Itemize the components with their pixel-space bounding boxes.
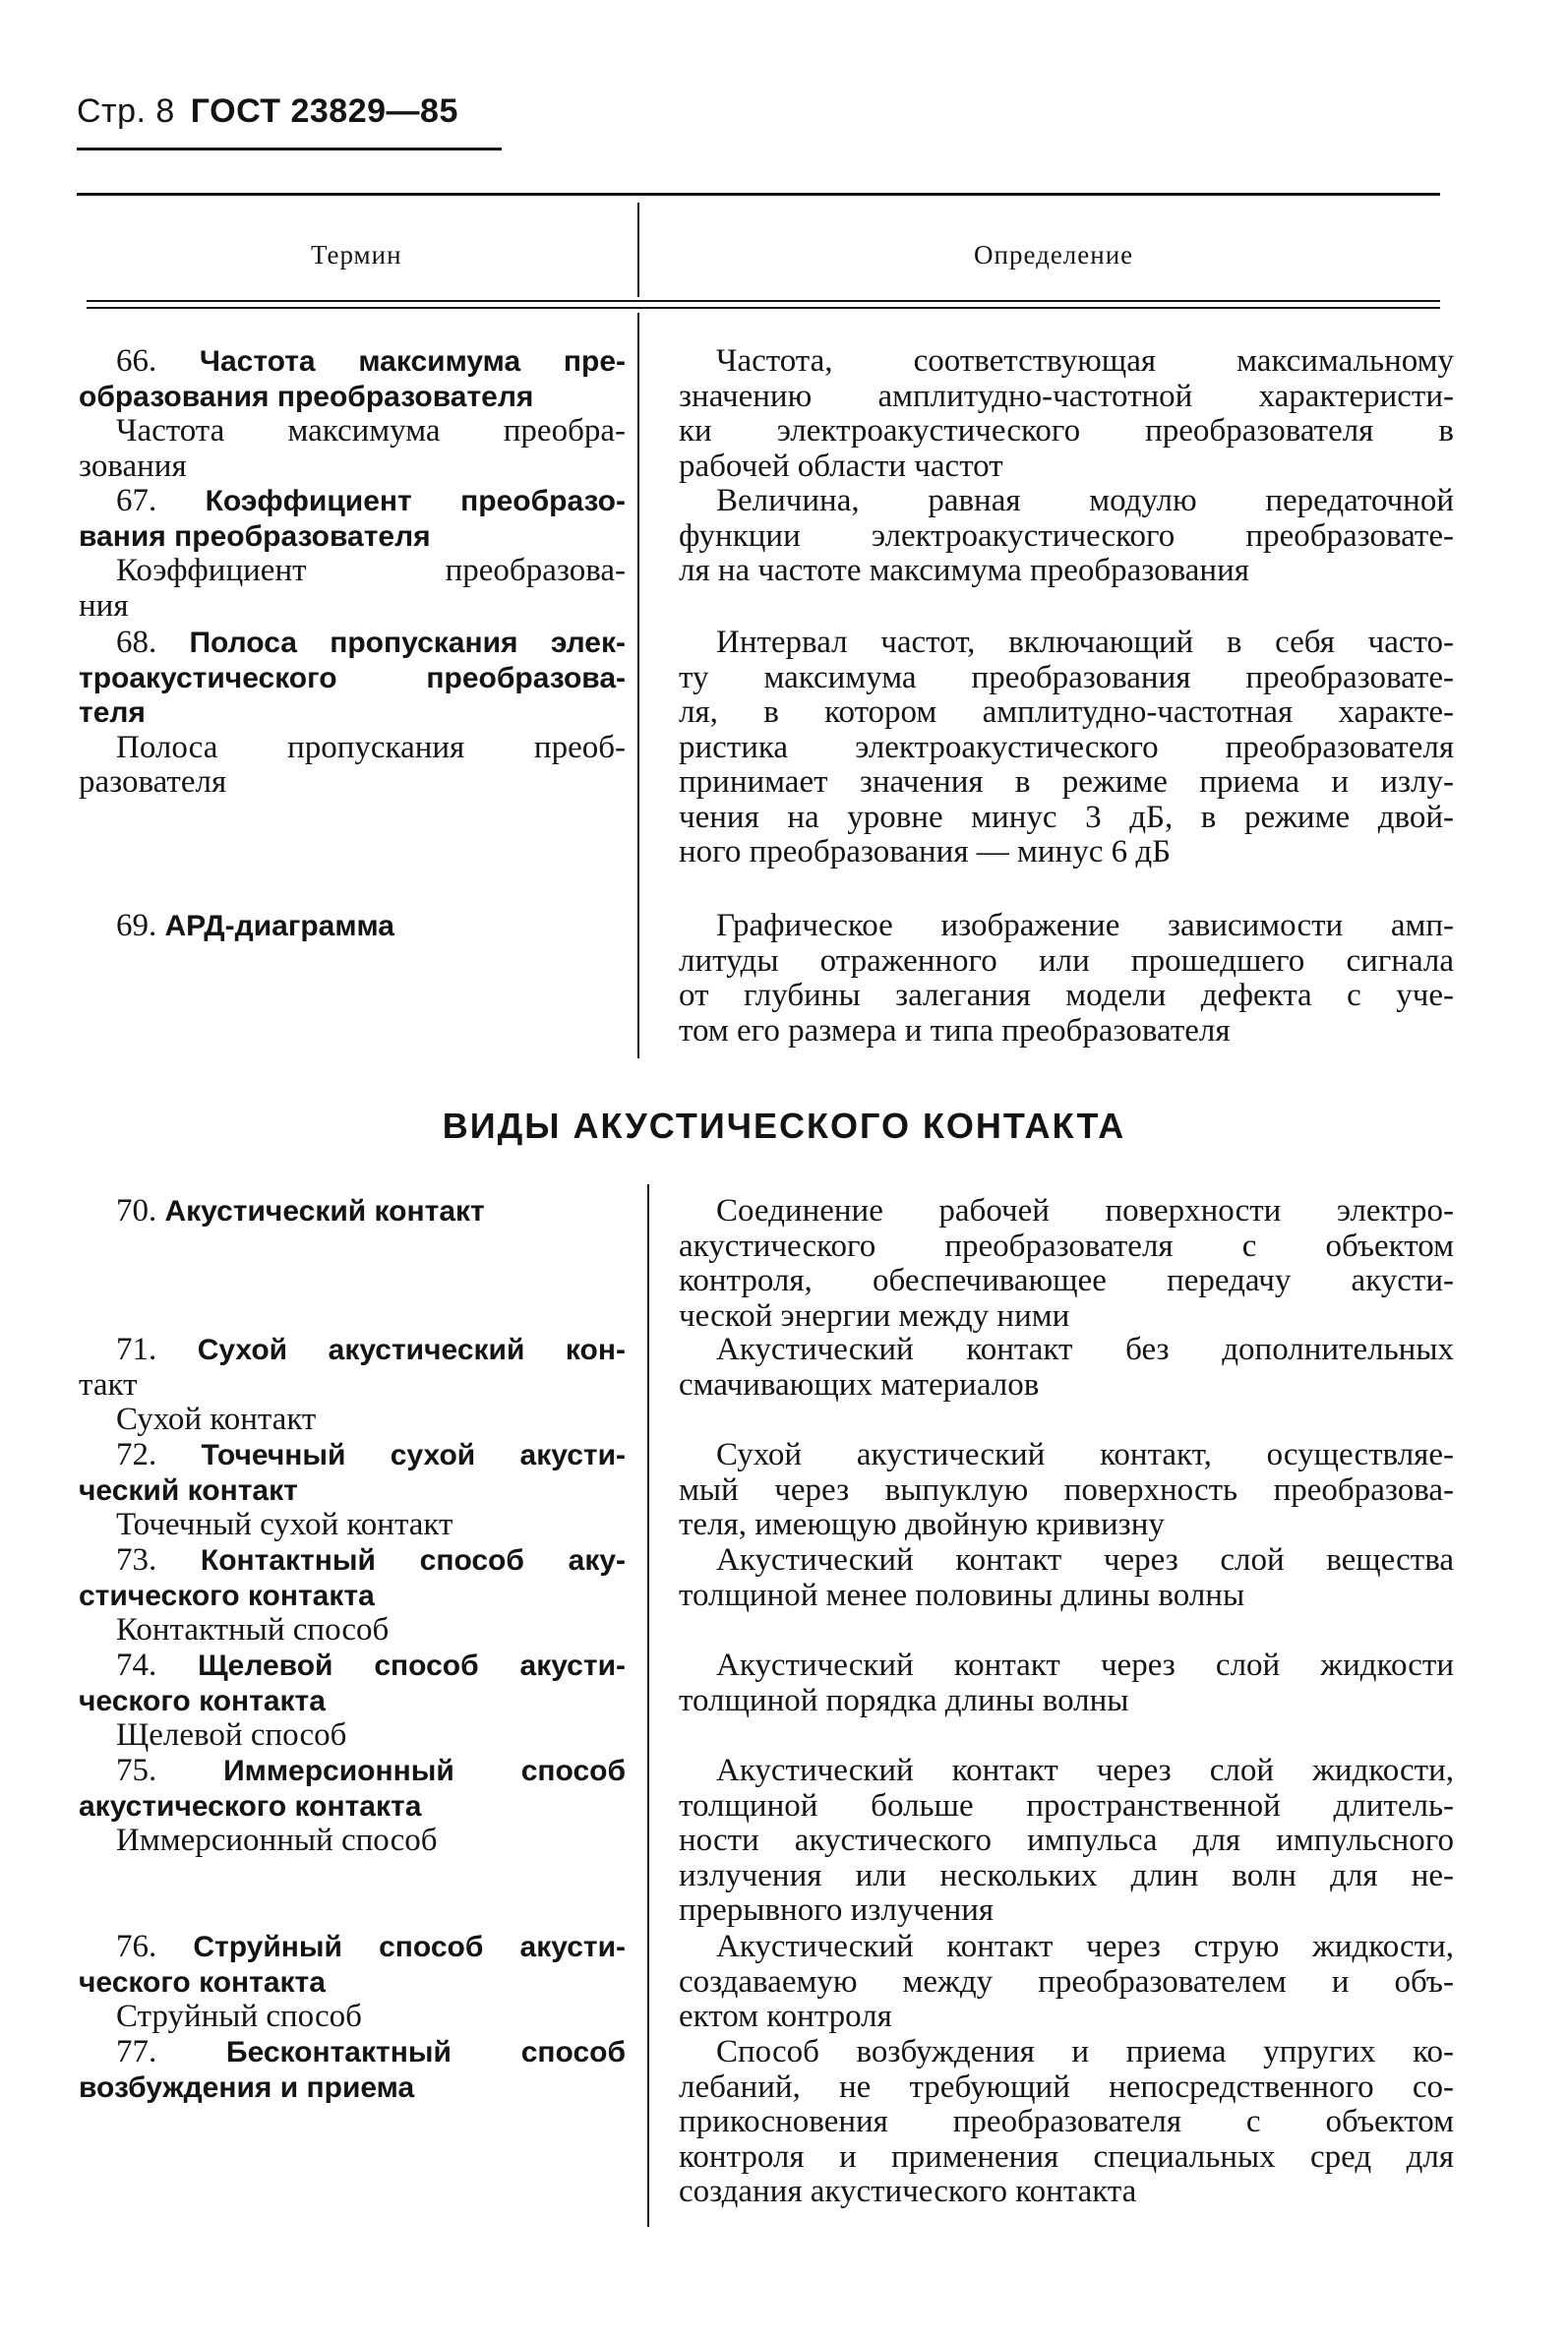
table-top-rule: [77, 193, 1440, 196]
definition-line: толщиной менее половины длины волны: [679, 1577, 1245, 1613]
definition-75: [679, 1754, 1454, 1929]
term-number: 69.: [116, 908, 157, 943]
standard-number: ГОСТ 23829—85: [190, 92, 458, 130]
term-title-cont: ческого контакта: [79, 1965, 326, 1999]
term-69: [79, 909, 626, 944]
definition-line: акустического преобразователя с объектом: [679, 1228, 1454, 1264]
term-68: [79, 626, 626, 801]
term-number: 71.: [116, 1332, 157, 1367]
definition-line: Сухой акустический контакт, осуществляе-: [716, 1437, 1454, 1472]
term-title: Акустический контакт: [164, 1195, 485, 1228]
term-title: Коэффициент преобразо-: [205, 485, 626, 517]
definition-line: смачивающих материалов: [679, 1366, 1040, 1403]
term-title-cont: образования преобразователя: [79, 380, 534, 413]
term-66: [79, 344, 626, 484]
definition-line: Акустический контакт без дополнительных: [716, 1332, 1454, 1367]
definition-line: контроля, обеспечивающее передачу акусти-: [679, 1263, 1454, 1298]
definition-line: Графическое изображение зависимости амп-: [716, 908, 1454, 943]
definition-77: [679, 2035, 1454, 2210]
term-synonym: Щелевой способ: [116, 1717, 347, 1753]
term-title-cont: ческий контакт: [79, 1473, 298, 1507]
term-number: 68.: [116, 625, 157, 660]
section-title: ВИДЫ АКУСТИЧЕСКОГО КОНТАКТА: [442, 1106, 1126, 1146]
term-75: [79, 1754, 626, 1859]
term-number: 67.: [116, 483, 157, 518]
definition-line: лебаний, не требующий непосредственного со-: [679, 2069, 1454, 2105]
header-underline: [77, 148, 502, 150]
term-title: Сухой акустический кон-: [197, 1334, 626, 1366]
term-70: [79, 1194, 626, 1229]
term-number: 77.: [116, 2034, 157, 2069]
column-divider-2: [647, 1184, 649, 2227]
definition-line: чения на уровне минус 3 дБ, в режиме двой-: [679, 799, 1454, 835]
term-title-cont: вания преобразователя: [79, 519, 431, 553]
definition-line: ности акустического импульса для импульсного: [679, 1823, 1454, 1858]
definition-line: ектом контроля: [679, 1999, 892, 2034]
term-synonym: Полоса пропускания преоб-: [116, 729, 626, 765]
term-71: [79, 1333, 626, 1438]
term-synonym-cont: ния: [79, 587, 129, 624]
definition-67: [679, 484, 1454, 589]
definition-line: Величина, равная модулю передаточной: [716, 483, 1454, 518]
definition-line: Частота, соответствующая максимальному: [716, 343, 1454, 379]
term-synonym: Струйный способ: [116, 1999, 362, 2034]
term-77: [79, 2035, 626, 2105]
term-title-cont: троакустического преобразова-: [79, 661, 626, 694]
term-synonym: Частота максимума преобра-: [116, 413, 626, 449]
term-synonym-cont: зования: [79, 448, 187, 484]
definition-line: принимает значения в режиме приема и излу-: [679, 764, 1454, 800]
term-number: 76.: [116, 1929, 157, 1964]
page-number: Стр. 8: [77, 92, 175, 130]
definition-71: [679, 1333, 1454, 1403]
definition-line: ки электроакустического преобразователя в: [679, 413, 1454, 449]
term-title: Иммерсионный способ: [223, 1755, 627, 1787]
term-title: Частота максимума пре-: [199, 345, 626, 378]
term-synonym: Точечный сухой контакт: [116, 1507, 453, 1542]
term-column-header: Термин: [311, 240, 402, 270]
term-synonym-cont: разователя: [79, 764, 227, 800]
term-title: АРД-диаграмма: [164, 910, 394, 942]
definition-line: Акустический контакт через слой жидкости,: [716, 1753, 1454, 1788]
definition-69: [679, 909, 1454, 1049]
definition-line: значению амплитудно-частотной характеристи-: [679, 378, 1454, 414]
term-73: [79, 1543, 626, 1649]
term-title-cont: акустического контакта: [79, 1789, 422, 1823]
header-rule-2: [87, 307, 1440, 309]
definition-line: Соединение рабочей поверхности электро-: [716, 1193, 1454, 1229]
definition-line: том его размера и типа преобразователя: [679, 1012, 1231, 1049]
column-divider-1: [637, 313, 639, 1058]
definition-line: ля на частоте максимума преобразования: [679, 553, 1249, 588]
definition-line: литуды отраженного или прошедшего сигнала: [679, 942, 1454, 979]
header-rule-1: [87, 300, 1440, 302]
term-title: Щелевой способ акусти-: [198, 1649, 626, 1682]
term-76: [79, 1930, 626, 2035]
term-synonym: Иммерсионный способ: [116, 1823, 438, 1858]
term-number: 70.: [116, 1193, 157, 1229]
definition-line: рабочей области частот: [679, 448, 1003, 484]
definition-line: ристика электроакустического преобразователя: [679, 729, 1454, 765]
definition-66: [679, 344, 1454, 484]
definition-line: ного преобразования — минус 6 дБ: [679, 834, 1172, 870]
term-67: [79, 484, 626, 624]
term-72: [79, 1438, 626, 1543]
header-column-divider: [637, 203, 639, 297]
definition-line: функции электроакустического преобразовате-: [679, 517, 1454, 554]
term-number: 72.: [116, 1437, 157, 1472]
definition-74: [679, 1649, 1454, 1718]
definition-line: прерывного излучения: [679, 1892, 995, 1928]
definition-line: Акустический контакт через слой жидкости: [716, 1648, 1454, 1683]
term-title: Полоса пропускания элек-: [189, 627, 626, 659]
definition-line: контроля и применения специальных сред для: [679, 2138, 1454, 2175]
term-74: [79, 1649, 626, 1754]
term-number: 73.: [116, 1542, 157, 1578]
definition-line: Акустический контакт через слой вещества: [716, 1542, 1454, 1578]
definition-line: создания акустического контакта: [679, 2174, 1137, 2209]
term-title: Бесконтактный способ: [226, 2036, 626, 2069]
definition-line: ческой энергии между ними: [679, 1297, 1070, 1334]
definition-line: мый через выпуклую поверхность преобразова-: [679, 1471, 1454, 1508]
definition-76: [679, 1930, 1454, 2035]
definition-line: толщиной порядка длины волны: [679, 1682, 1129, 1718]
definition-column-header: Определение: [974, 240, 1134, 270]
definition-line: от глубины залегания модели дефекта с уче-: [679, 978, 1454, 1013]
definition-line: ту максимума преобразования преобразовате-: [679, 659, 1454, 695]
definition-line: Акустический контакт через струю жидкости,: [716, 1929, 1454, 1964]
term-title-cont: стического контакта: [79, 1579, 375, 1612]
definition-line: теля, имеющую двойную кривизну: [679, 1507, 1165, 1542]
definition-line: прикосновения преобразователя с объектом: [679, 2104, 1454, 2139]
term-synonym: Контактный способ: [116, 1612, 390, 1648]
definition-line: излучения или нескольких длин волн для не-: [679, 1857, 1454, 1893]
term-synonym: Сухой контакт: [116, 1402, 317, 1437]
definition-73: [679, 1543, 1454, 1613]
definition-line: ля, в котором амплитудно-частотная характе-: [679, 694, 1454, 730]
definition-line: Способ возбуждения и приема упругих ко-: [716, 2034, 1454, 2069]
term-title: Струйный способ акусти-: [193, 1931, 626, 1963]
definition-68: [679, 626, 1454, 870]
term-synonym: Коэффициент преобразова-: [116, 553, 626, 588]
term-title: Контактный способ аку-: [200, 1544, 627, 1577]
term-title-cont: теля: [79, 696, 146, 729]
definition-line: толщиной больше пространственной длитель-: [679, 1787, 1454, 1824]
term-title-cont: ческого контакта: [79, 1684, 326, 1717]
term-title: Точечный сухой акусти-: [201, 1439, 627, 1471]
definition-line: создаваемую между преобразователем и объ-: [679, 1963, 1454, 2000]
page-header: [77, 92, 458, 131]
definition-70: [679, 1194, 1454, 1334]
definition-72: [679, 1438, 1454, 1543]
term-number: 74.: [116, 1648, 157, 1683]
term-title-cont: такт: [79, 1366, 138, 1403]
term-title-cont: возбуждения и приема: [79, 2070, 415, 2104]
term-number: 75.: [116, 1753, 157, 1788]
definition-line: Интервал частот, включающий в себя часто-: [716, 625, 1454, 660]
term-number: 66.: [116, 343, 157, 379]
